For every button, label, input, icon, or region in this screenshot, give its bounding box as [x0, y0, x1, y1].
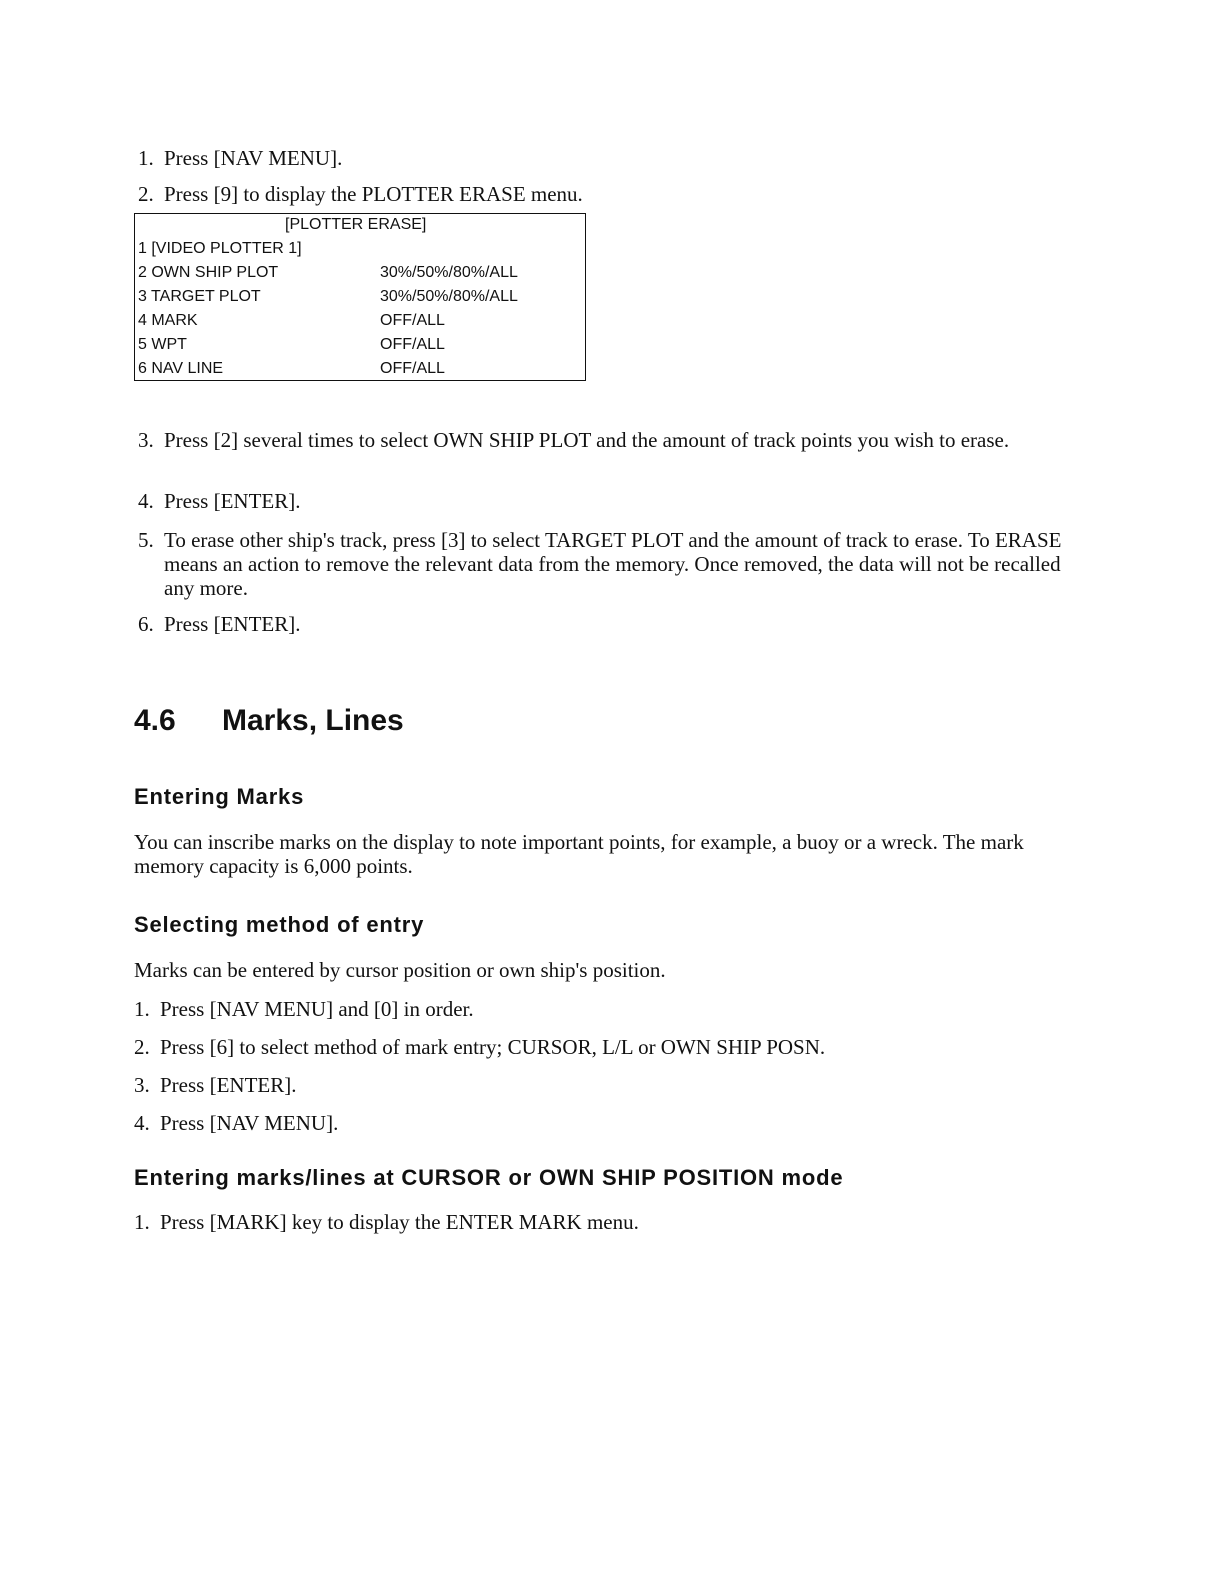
plotter-erase-menu	[134, 213, 586, 381]
method-step-3	[134, 1073, 1074, 1097]
subheading-selecting-method: Selecting method of entry	[134, 912, 425, 937]
step-2-display-menu	[138, 182, 1078, 206]
menu-row-value: OFF/ALL	[380, 312, 445, 329]
step-number: 2.	[138, 182, 154, 206]
step-4-enter	[138, 489, 1078, 513]
menu-row-value: OFF/ALL	[380, 360, 445, 377]
step-text: Press [NAV MENU] and [0] in order.	[160, 997, 474, 1021]
step-text: Press [6] to select method of mark entry; CURSOR, L/L or OWN SHIP POSN.	[160, 1035, 826, 1059]
step-text: Press [NAV MENU].	[164, 146, 343, 170]
step-number: 3.	[138, 428, 154, 452]
menu-row-label: 1 [VIDEO PLOTTER 1]	[138, 240, 302, 257]
menu-row-label: 6 NAV LINE	[138, 360, 224, 377]
step-text: Press [MARK] key to display the ENTER MARK menu.	[160, 1210, 639, 1234]
menu-row-value: 30%/50%/80%/ALL	[380, 264, 518, 281]
step-text: Press [ENTER].	[164, 612, 301, 636]
step-number: 5.	[138, 528, 154, 552]
step-number: 1.	[134, 1210, 150, 1234]
method-step-2	[134, 1035, 1074, 1059]
step-text: Press [NAV MENU].	[160, 1111, 339, 1135]
subheading-cursor-mode: Entering marks/lines at CURSOR or OWN SHIP POSITION mode	[134, 1165, 844, 1190]
menu-row-value: OFF/ALL	[380, 336, 445, 353]
step-text: Press [9] to display the PLOTTER ERASE menu.	[164, 182, 583, 206]
step-text: Press [ENTER].	[164, 489, 301, 513]
step-text: To erase other ship's track, press [3] to select TARGET PLOT and the amount of track to erase. To ERASE means an action to remove the relevant data from the memory. Once removed, the data will not be recalled any more.	[164, 528, 1062, 600]
menu-row-label: 2 OWN SHIP PLOT	[138, 264, 279, 281]
menu-title: [PLOTTER ERASE]	[285, 216, 427, 233]
step-number: 1.	[134, 997, 150, 1021]
paragraph-selecting-method: Marks can be entered by cursor position or own ship's position.	[134, 958, 666, 982]
menu-row-wpt	[138, 336, 578, 358]
menu-row-target-plot	[138, 288, 578, 310]
section-heading	[134, 703, 404, 739]
section-number: 4.6	[134, 704, 176, 737]
step-number: 4.	[134, 1111, 150, 1135]
step-number: 1.	[138, 146, 154, 170]
step-text: Press [ENTER].	[160, 1073, 297, 1097]
menu-row-label: 4 MARK	[138, 312, 198, 329]
section-title: Marks, Lines	[222, 704, 404, 737]
step-number: 3.	[134, 1073, 150, 1097]
step-5-erase-target-track	[138, 528, 1078, 600]
menu-row-video-plotter	[138, 240, 578, 262]
step-3-select-own-ship-plot	[138, 428, 1078, 452]
method-step-1	[134, 997, 1074, 1021]
step-6-enter	[138, 612, 1078, 636]
menu-row-label: 3 TARGET PLOT	[138, 288, 261, 305]
step-number: 4.	[138, 489, 154, 513]
cursor-mode-step-1	[134, 1210, 1074, 1234]
subheading-entering-marks: Entering Marks	[134, 784, 305, 809]
menu-row-nav-line	[138, 360, 578, 382]
menu-row-label: 5 WPT	[138, 336, 187, 353]
step-text: Press [2] several times to select OWN SHIP PLOT and the amount of track points you wish to erase.	[164, 428, 1010, 452]
menu-row-mark	[138, 312, 578, 334]
paragraph-entering-marks: You can inscribe marks on the display to note important points, for example, a buoy or a wreck. The mark memory capacity is 6,000 points.	[134, 830, 1024, 878]
method-step-4	[134, 1111, 1074, 1135]
menu-row-own-ship-plot	[138, 264, 578, 286]
step-number: 6.	[138, 612, 154, 636]
step-1-nav-menu	[138, 146, 1078, 170]
step-number: 2.	[134, 1035, 150, 1059]
menu-row-value: 30%/50%/80%/ALL	[380, 288, 518, 305]
